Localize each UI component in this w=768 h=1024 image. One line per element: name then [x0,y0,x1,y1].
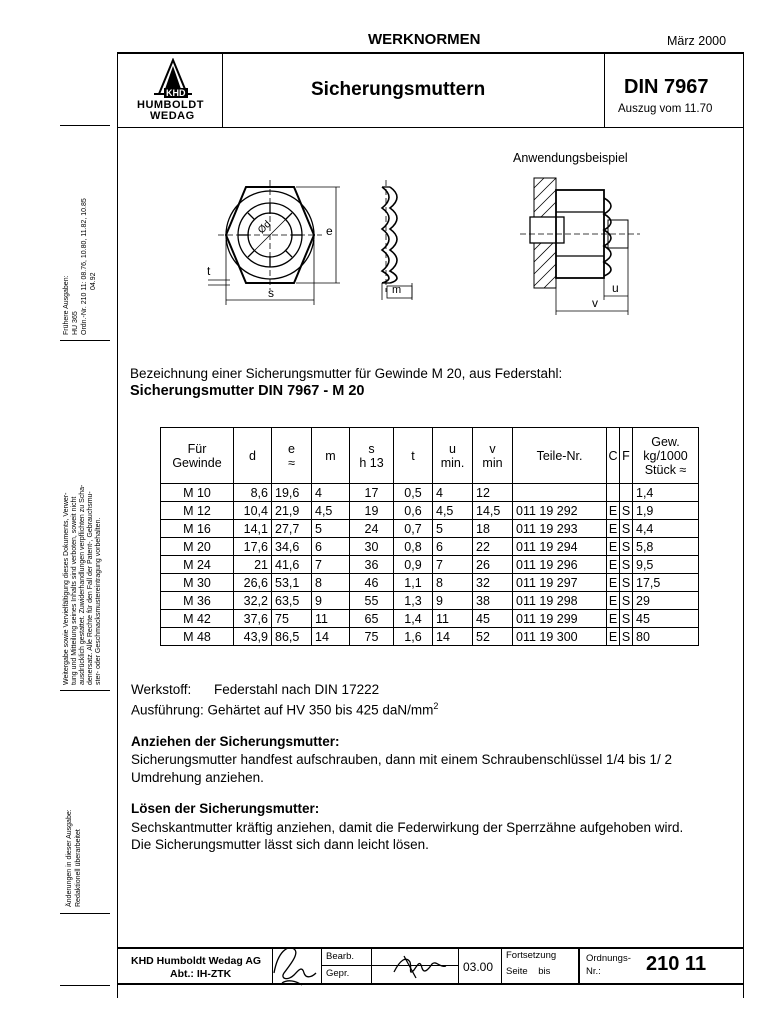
table-cell: E [607,610,620,628]
table-cell: 011 19 297 [513,574,607,592]
header-v: v min [473,428,513,484]
copyright-line-4: denersatz. Alle Rechte für den Fall der Patent-, Gebrauchsmu- [87,491,94,685]
table-cell: 011 19 296 [513,556,607,574]
designation-intro: Bezeichnung einer Sicherungsmutter für Gewinde M 20, aus Federstahl: [130,366,563,381]
table-cell: 4,5 [433,502,473,520]
table-cell: M 16 [161,520,234,538]
changes-line-2: Redaktionell überarbeitet [75,829,82,907]
logo-text-wedag: WEDAG [150,110,195,122]
table-cell: 5,8 [633,538,699,556]
header-s: s h 13 [350,428,394,484]
table-cell: 32,2 [234,592,272,610]
copyright-line-2: tung und Mitteilung seines Inhalts sind verboten, soweit nicht [71,496,78,685]
release-line-1: Sechskantmutter kräftig anziehen, damit die Federwirkung der Sperrzähne aufgehoben wird. [131,820,684,835]
table-cell: 10,4 [234,502,272,520]
table-cell: 0,5 [394,484,433,502]
table-cell: M 48 [161,628,234,646]
table-row [161,484,699,502]
table-cell: 41,6 [272,556,312,574]
table-cell: M 30 [161,574,234,592]
table-cell: 45 [633,610,699,628]
table-cell: 4,4 [633,520,699,538]
table-cell: S [620,538,633,556]
table-cell: 4 [433,484,473,502]
table-cell: M 12 [161,502,234,520]
table-cell: 36 [350,556,394,574]
application-example-label: Anwendungsbeispiel [513,151,628,165]
table-cell: E [607,502,620,520]
table-cell: 011 19 292 [513,502,607,520]
table-cell: 29 [633,592,699,610]
table-cell: 14,1 [234,520,272,538]
signature-author [268,943,320,987]
table-row [161,556,699,574]
footer-bottom [117,983,743,985]
table-cell: 65 [350,610,394,628]
tighten-line-2: Umdrehung anziehen. [131,770,264,785]
previous-editions-ref3: 04.92 [90,272,97,290]
table-cell: 011 19 293 [513,520,607,538]
header-f: F [620,428,633,484]
changes-line-1: Änderungen in dieser Ausgabe: [66,809,73,907]
table-cell: 38 [473,592,513,610]
werkstoff-value: Federstahl nach DIN 17222 [214,682,380,697]
previous-editions-ref1: HU 365 [72,311,79,335]
footer-ordnungs: Ordnungs- [586,953,631,964]
tighten-heading: Anziehen der Sicherungsmutter: [131,734,340,749]
dim-label-t: t [207,264,211,278]
previous-editions-ref2: Ordn.-Nr. 210 11: 08.76, 10.80, 11.82, 10.85 [81,198,88,335]
issue-date: März 2000 [667,34,727,48]
table-cell: 80 [633,628,699,646]
table-cell: 1,9 [633,502,699,520]
table-cell: E [607,556,620,574]
designation-example: Sicherungsmutter DIN 7967 - M 20 [130,383,365,399]
header-t: t [394,428,433,484]
excerpt-date: Auszug vom 11.70 [618,103,713,115]
table-cell: 011 19 294 [513,538,607,556]
table-header-row [161,428,699,484]
table-cell: 011 19 298 [513,592,607,610]
table-cell: 9 [312,592,350,610]
header-teile-nr: Teile-Nr. [513,428,607,484]
table-cell: 0,8 [394,538,433,556]
table-cell: 21,9 [272,502,312,520]
header-c: C [607,428,620,484]
ausfuehrung-text: Ausführung: Gehärtet auf HV 350 bis 425 daN/mm [131,702,434,718]
table-cell: S [620,520,633,538]
table-cell: S [620,610,633,628]
table-cell: 7 [433,556,473,574]
footer-gepr: Gepr. [326,968,350,979]
table-cell: 17,5 [633,574,699,592]
table-cell: 17 [350,484,394,502]
table-cell: 53,1 [272,574,312,592]
table-cell: 18 [473,520,513,538]
table-cell: 8,6 [234,484,272,502]
header-d: d [234,428,272,484]
table-cell: 8 [433,574,473,592]
table-cell: 86,5 [272,628,312,646]
table-cell: 0,7 [394,520,433,538]
table-cell: 0,6 [394,502,433,520]
table-cell: 14 [312,628,350,646]
table-cell: 75 [350,628,394,646]
table-cell: 1,3 [394,592,433,610]
table-cell: 12 [473,484,513,502]
table-cell: S [620,628,633,646]
header-fuer-gewinde: Für Gewinde [161,428,234,484]
table-cell [607,484,620,502]
table-cell: M 42 [161,610,234,628]
dim-label-v: v [592,296,598,310]
table-row [161,574,699,592]
din-number: DIN 7967 [624,76,709,98]
top-title: WERKNORMEN [368,31,481,48]
table-cell: 4 [312,484,350,502]
copyright-line-1: Weitergabe sowie Vervielfältigung dieses Dokuments, Verwer- [63,492,70,685]
table-cell: E [607,592,620,610]
table-cell: M 24 [161,556,234,574]
dim-label-s: s [268,286,274,300]
table-cell: 63,5 [272,592,312,610]
table-cell: 1,4 [633,484,699,502]
logo-text-khd: KHD [166,88,186,98]
table-row [161,592,699,610]
footer-dept: Abt.: IH-ZTK [170,968,232,980]
dim-label-d: Ød [256,218,274,237]
table-cell: 14,5 [473,502,513,520]
table-cell: 75 [272,610,312,628]
table-cell: 9,5 [633,556,699,574]
technical-drawing [200,150,660,320]
signature-checker [390,950,450,982]
table-cell [513,484,607,502]
ausfuehrung [131,697,438,720]
table-row [161,502,699,520]
copyright-line-5: ster- oder Geschmacksmustereintragung vorbehalten. [95,517,102,685]
copyright-line-3: ausdrücklich gestattet. Zuwiderhandlungen verpflichten zu Scha- [79,484,86,685]
table-cell: 55 [350,592,394,610]
table-cell: 24 [350,520,394,538]
table-cell: 26 [473,556,513,574]
footer-top [117,947,743,949]
table-cell: M 10 [161,484,234,502]
table-cell: 32 [473,574,513,592]
frame-top [117,52,743,54]
footer-nr: Nr.: [586,966,601,977]
table-cell: S [620,574,633,592]
table-cell: 27,7 [272,520,312,538]
table-cell: 45 [473,610,513,628]
table-cell: 8 [312,574,350,592]
table-cell: E [607,628,620,646]
table-cell: 19,6 [272,484,312,502]
table-row [161,610,699,628]
table-cell: S [620,592,633,610]
table-cell: S [620,556,633,574]
header-gewicht: Gew. kg/1000 Stück ≈ [633,428,699,484]
table-cell: 14 [433,628,473,646]
header-m: m [312,428,350,484]
footer-date: 03.00 [463,960,494,974]
table-cell: 26,6 [234,574,272,592]
table-cell: 52 [473,628,513,646]
table-cell: 11 [433,610,473,628]
table-cell [620,484,633,502]
table-cell: M 36 [161,592,234,610]
table-cell: 11 [312,610,350,628]
table-cell: 43,9 [234,628,272,646]
footer-bearb: Bearb. [326,951,354,962]
company-logo [124,58,220,124]
table-cell: S [620,502,633,520]
table-row [161,538,699,556]
frame-right [743,52,744,998]
logo-text-humboldt: HUMBOLDT [137,99,204,111]
table-cell: 011 19 300 [513,628,607,646]
table-cell: 1,1 [394,574,433,592]
header-bottom [117,127,743,128]
tighten-line-1: Sicherungsmutter handfest aufschrauben, dann mit einem Schraubenschlüssel 1/4 bis 1/ 2 [131,752,673,767]
signature-icon [390,950,450,982]
table-cell: 7 [312,556,350,574]
table-cell: 9 [433,592,473,610]
table-cell: 46 [350,574,394,592]
dim-label-m: m [392,284,402,296]
table-cell: 1,6 [394,628,433,646]
previous-editions-label: Frühere Ausgaben: [63,275,70,335]
ausfuehrung-sup: 2 [433,701,439,711]
table-cell: E [607,538,620,556]
footer-fortsetzung: Fortsetzung [506,950,557,961]
table-cell: 37,6 [234,610,272,628]
table-cell: 19 [350,502,394,520]
frame-left [117,52,118,998]
footer-seite-bis: Seite bis [506,966,551,977]
table-cell: 6 [433,538,473,556]
table-cell: 5 [433,520,473,538]
dimension-table [160,427,699,646]
table-row [161,520,699,538]
header-u: u min. [433,428,473,484]
table-cell: 1,4 [394,610,433,628]
footer-company: KHD Humboldt Wedag AG [131,955,262,967]
table-cell: E [607,520,620,538]
table-cell: 6 [312,538,350,556]
table-cell: 22 [473,538,513,556]
table-cell: 17,6 [234,538,272,556]
table-cell: 30 [350,538,394,556]
header-e: e ≈ [272,428,312,484]
table-cell: 5 [312,520,350,538]
table-cell: M 20 [161,538,234,556]
page-title: Sicherungsmuttern [311,79,486,100]
release-heading: Lösen der Sicherungsmutter: [131,801,320,816]
table-cell: 011 19 299 [513,610,607,628]
table-cell: 21 [234,556,272,574]
werkstoff-label: Werkstoff: [131,682,192,697]
table-cell: E [607,574,620,592]
dim-label-e: e [326,224,333,238]
dim-label-u: u [612,281,619,295]
release-line-2: Die Sicherungsmutter lässt sich dann leicht lösen. [131,837,429,852]
table-cell: 4,5 [312,502,350,520]
table-row [161,628,699,646]
table-cell: 34,6 [272,538,312,556]
signature-icon [268,943,320,987]
table-cell: 0,9 [394,556,433,574]
footer-order-number: 210 11 [646,953,707,975]
